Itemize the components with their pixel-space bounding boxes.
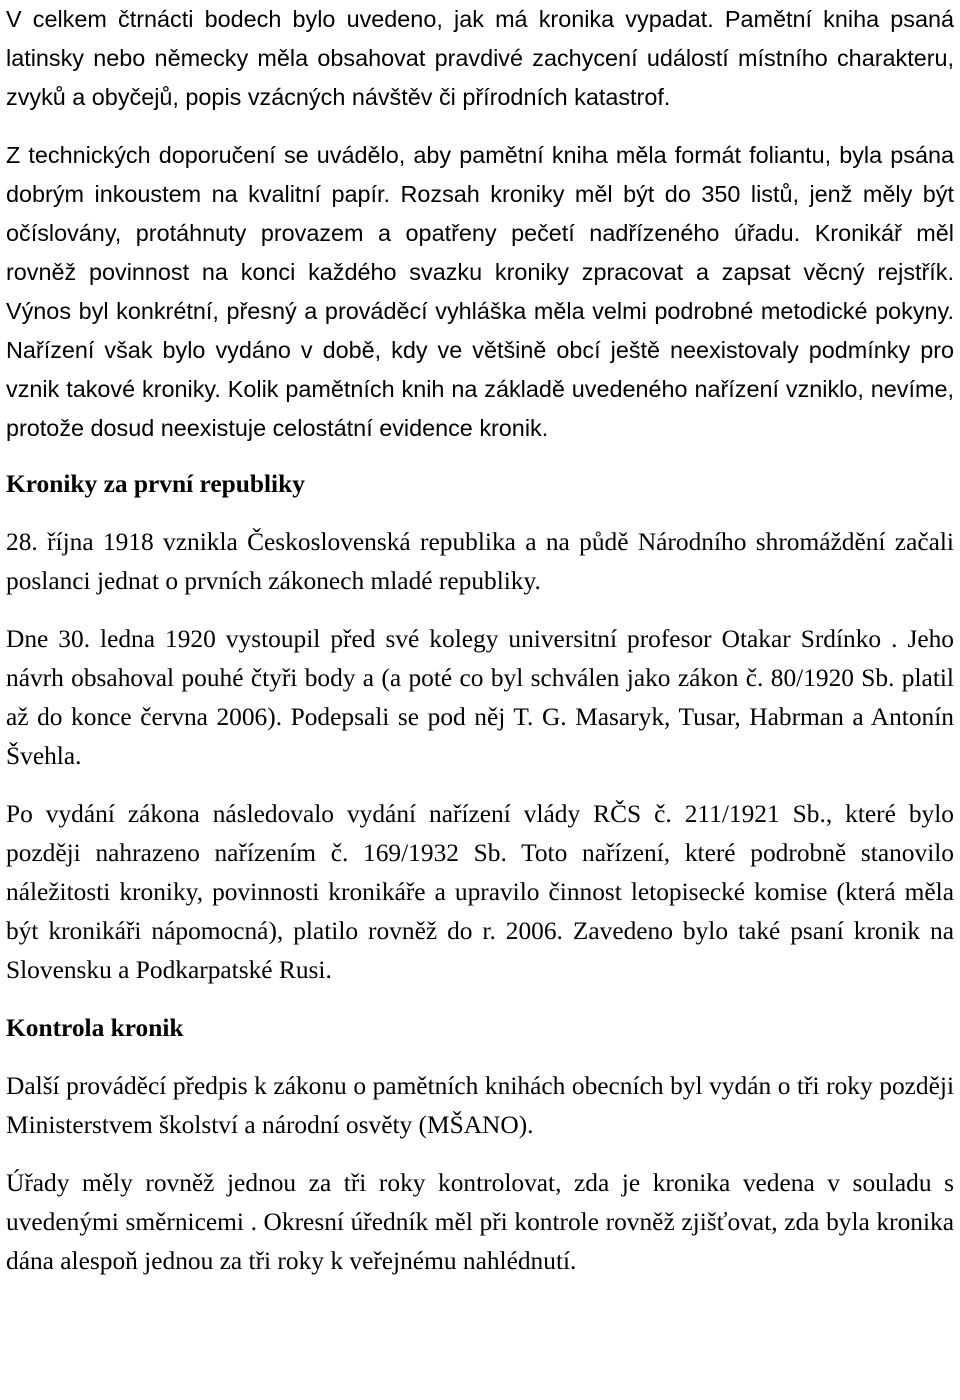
paragraph-chronicle-requirements: V celkem čtrnácti bodech bylo uvedeno, jak má kronika vypadat. Pamětní kniha psaná latinsky nebo německy měla obsahovat pravdivé zachycení událostí místního charakteru, zvyků a obyčejů, popis vzácných návštěv či přírodních katastrof. (6, 6, 954, 110)
paragraph-further-regulation: Další prováděcí předpis k zákonu o pamětních knihách obecních byl vydán o tři roky později Ministerstvem školství a národní osvěty (MŠANO). (6, 1072, 954, 1139)
heading-first-republic-chronicles: Kroniky za první republiky (6, 470, 305, 498)
paragraph-office-inspections: Úřady měly rovněž jednou za tři roky kontrolovat, zda je kronika vedena v souladu s uvedenými směrnicemi . Okresní úředník měl při kontrole rovněž zjišťovat, zda byla kronika dána alespoň jednou za tři roky k veřejnému nahlédnutí. (6, 1169, 954, 1275)
paragraph-technical-recommendations: Z technických doporučení se uvádělo, aby pamětní kniha měla formát foliantu, byla psána dobrým inkoustem na kvalitní papír. Rozsah kroniky měl být do 350 listů, jenž měly být očíslovány, protáhnuty provazem a opatřeny pečetí nadřízeného úřadu. Kronikář měl rovněž povinnost na konci každého svazku kroniky zpracovat a zapsat věcný rejstřík. Výnos byl konkrétní, přesný a prováděcí vyhláška měla velmi podrobné metodické pokyny. Nařízení však bylo vydáno v době, kdy ve většině obcí ještě neexistovaly podmínky pro vznik takové kroniky. Kolik pamětních knih na základě uvedeného nařízení vzniklo, nevíme, protože dosud neexistuje celostátní evidence kronik. (6, 142, 954, 441)
paragraph-republic-founding: 28. října 1918 vznikla Československá republika a na půdě Národního shromáždění začali poslanci jednat o prvních zákonech mladé republiky. (6, 528, 954, 595)
paragraph-srdinko-proposal: Dne 30. ledna 1920 vystoupil před své kolegy universitní profesor Otakar Srdínko . Jeho návrh obsahoval pouhé čtyři body a (a poté co byl schválen jako zákon č. 80/1920 Sb. platil až do konce června 2006). Podepsali se pod něj T. G. Masaryk, Tusar, Habrman a Antonín Švehla. (6, 625, 954, 770)
paragraph-government-regulation: Po vydání zákona následovalo vydání nařízení vlády RČS č. 211/1921 Sb., které bylo později nahrazeno nařízením č. 169/1932 Sb. Toto nařízení, které podrobně stanovilo náležitosti kroniky, povinnosti kronikáře a upravilo činnost letopisecké komise (která měla být kronikáři nápomocná), platilo rovněž do r. 2006. Zavedeno bylo také psaní kronik na Slovensku a Podkarpatské Rusi. (6, 800, 954, 984)
heading-chronicle-control: Kontrola kronik (6, 1014, 184, 1042)
